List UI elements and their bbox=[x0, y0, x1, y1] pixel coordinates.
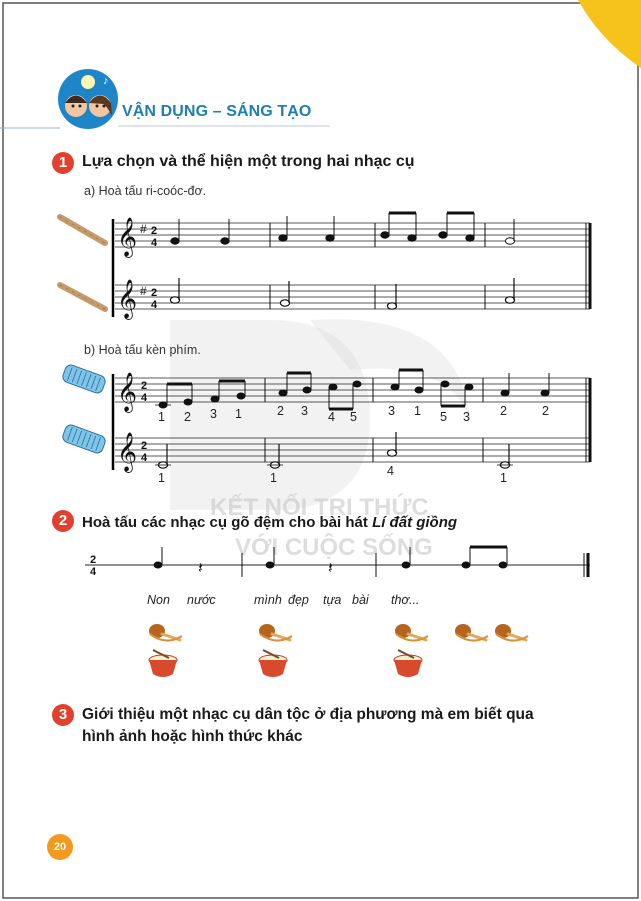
time-sig-bottom-4: 4 bbox=[141, 452, 148, 464]
lyric-6: bài bbox=[352, 593, 369, 607]
drum-icon bbox=[259, 650, 287, 677]
lyric-2: nước bbox=[187, 593, 216, 607]
watermark-line1: KẾT NỐI TRI THỨC bbox=[210, 494, 429, 521]
task3-line1: Giới thiệu một nhạc cụ dân tộc ở địa phương mà em biết qua bbox=[82, 706, 534, 723]
svg-text:#: # bbox=[140, 284, 147, 298]
time-sig-top-3: 2 bbox=[141, 380, 148, 392]
melodica-icon bbox=[61, 363, 107, 394]
rest-1: 𝄽 bbox=[198, 560, 203, 577]
time-sig-top-1: 2 bbox=[151, 225, 158, 237]
lyric-3: mình bbox=[254, 593, 282, 607]
svg-text:𝄞: 𝄞 bbox=[117, 372, 138, 412]
finger-11: 5 bbox=[440, 410, 447, 424]
finger-10: 1 bbox=[414, 404, 421, 418]
notes-staff-2 bbox=[170, 278, 514, 309]
maracas-icon bbox=[395, 624, 428, 641]
corner-decoration bbox=[578, 0, 641, 68]
finger-14: 2 bbox=[542, 404, 549, 418]
svg-text:♪: ♪ bbox=[103, 75, 109, 87]
task1-title: Lựa chọn và thể hiện một trong hai nhạc cụ bbox=[82, 153, 415, 170]
task3-number-badge: 3 bbox=[52, 704, 74, 726]
finger-8: 5 bbox=[350, 410, 357, 424]
watermark-line2: VỚI CUỘC SỐNG bbox=[235, 534, 433, 561]
drum-icon bbox=[149, 650, 177, 677]
task1-part-a-label: a) Hoà tấu ri-coóc-đơ. bbox=[84, 184, 207, 198]
time-sig-bottom-3: 4 bbox=[141, 392, 148, 404]
time-sig-top-2: 2 bbox=[151, 287, 158, 299]
maracas-icon bbox=[455, 624, 488, 641]
maracas-icon bbox=[149, 624, 182, 641]
svg-text:𝄞: 𝄞 bbox=[117, 432, 138, 472]
svg-text:#: # bbox=[140, 222, 147, 236]
lyric-7: thơ... bbox=[391, 593, 420, 607]
finger-13: 2 bbox=[500, 404, 507, 418]
recorder-score bbox=[55, 205, 600, 330]
finger-b4: 1 bbox=[500, 471, 507, 485]
finger-3: 3 bbox=[210, 407, 217, 421]
finger-b1: 1 bbox=[158, 471, 165, 485]
rhythm-staff bbox=[80, 545, 600, 590]
header-banner bbox=[0, 68, 641, 138]
finger-b3: 4 bbox=[387, 464, 394, 478]
rest-2: 𝄽 bbox=[328, 560, 333, 577]
melodica-notes-top bbox=[155, 370, 549, 409]
finger-2: 2 bbox=[184, 410, 191, 424]
percussion-row bbox=[140, 618, 540, 680]
finger-6: 3 bbox=[301, 404, 308, 418]
time-sig-top-4: 2 bbox=[141, 440, 148, 452]
finger-7: 4 bbox=[328, 410, 335, 424]
lyric-5: tựa bbox=[323, 593, 342, 607]
time-sig-bottom-5: 4 bbox=[90, 566, 97, 578]
melodica-icon-2 bbox=[61, 423, 107, 454]
finger-1: 1 bbox=[158, 410, 165, 424]
task1-part-b-label: b) Hoà tấu kèn phím. bbox=[84, 343, 201, 357]
page-number: 20 bbox=[47, 834, 73, 860]
svg-text:𝄞: 𝄞 bbox=[117, 217, 138, 257]
lyric-1: Non bbox=[147, 593, 170, 607]
task2-title-prefix: Hoà tấu các nhạc cụ gõ đệm cho bài hát bbox=[82, 514, 373, 531]
svg-text:𝄞: 𝄞 bbox=[117, 279, 138, 319]
finger-5: 2 bbox=[277, 404, 284, 418]
section-title: VẬN DỤNG – SÁNG TẠO bbox=[122, 103, 312, 120]
task2-number-badge: 2 bbox=[52, 510, 74, 532]
time-sig-bottom-1: 4 bbox=[151, 237, 158, 249]
task1-number-badge: 1 bbox=[52, 152, 74, 174]
finger-b2: 1 bbox=[270, 471, 277, 485]
task2-title bbox=[82, 514, 457, 531]
time-sig-bottom-2: 4 bbox=[151, 299, 158, 311]
maracas-icon bbox=[495, 624, 528, 641]
lyric-4: đẹp bbox=[288, 593, 309, 607]
recorder-icon-2 bbox=[60, 285, 105, 309]
maracas-icon bbox=[259, 624, 292, 641]
task3-line2: hình ảnh hoặc hình thức khác bbox=[82, 728, 303, 745]
drum-icon bbox=[394, 650, 422, 677]
finger-9: 3 bbox=[388, 404, 395, 418]
time-sig-top-5: 2 bbox=[90, 554, 97, 566]
finger-4: 1 bbox=[235, 407, 242, 421]
recorder-icon bbox=[60, 217, 105, 243]
task2-song-title: Lí đất giồng bbox=[372, 514, 458, 531]
finger-12: 3 bbox=[463, 410, 470, 424]
melodica-score bbox=[55, 360, 600, 495]
